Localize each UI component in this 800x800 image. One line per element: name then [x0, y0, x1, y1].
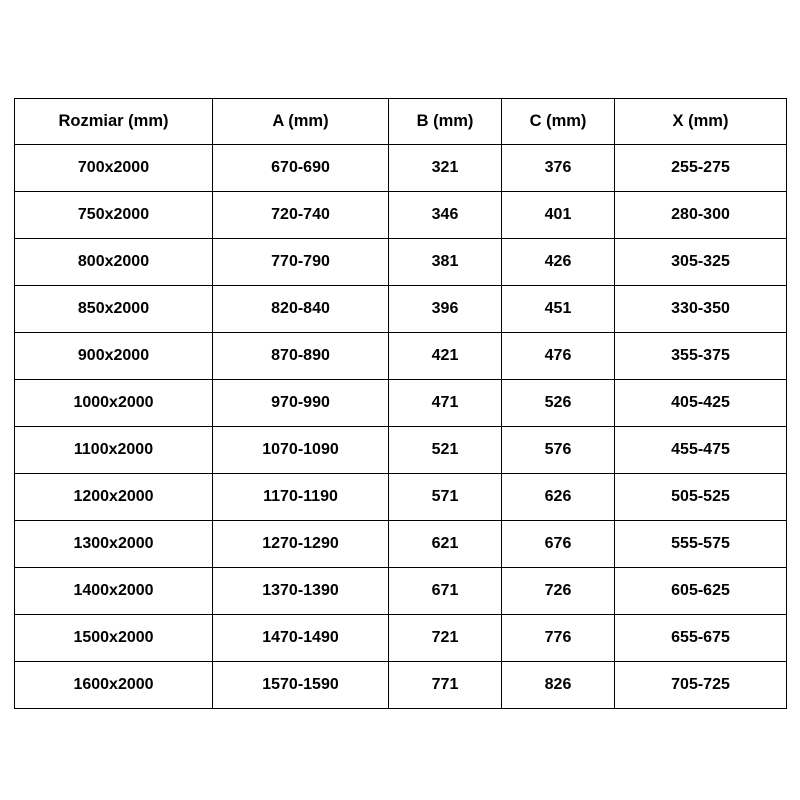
column-header-x: X (mm)	[615, 99, 787, 145]
cell-x: 655-675	[615, 615, 787, 662]
cell-c: 576	[502, 427, 615, 474]
cell-x: 330-350	[615, 286, 787, 333]
cell-size: 850x2000	[15, 286, 213, 333]
table-row	[15, 521, 787, 568]
cell-size: 1400x2000	[15, 568, 213, 615]
cell-size: 1100x2000	[15, 427, 213, 474]
cell-a: 770-790	[213, 239, 389, 286]
cell-c: 526	[502, 380, 615, 427]
cell-x: 555-575	[615, 521, 787, 568]
cell-b: 521	[389, 427, 502, 474]
cell-x: 280-300	[615, 192, 787, 239]
cell-b: 571	[389, 474, 502, 521]
cell-a: 670-690	[213, 145, 389, 192]
table-row	[15, 145, 787, 192]
table-header	[15, 99, 787, 145]
table-row	[15, 662, 787, 709]
cell-c: 776	[502, 615, 615, 662]
cell-size: 750x2000	[15, 192, 213, 239]
cell-c: 826	[502, 662, 615, 709]
cell-c: 451	[502, 286, 615, 333]
cell-a: 720-740	[213, 192, 389, 239]
cell-size: 1200x2000	[15, 474, 213, 521]
column-header-a: A (mm)	[213, 99, 389, 145]
cell-x: 455-475	[615, 427, 787, 474]
cell-a: 870-890	[213, 333, 389, 380]
cell-b: 396	[389, 286, 502, 333]
table-header-row	[15, 99, 787, 145]
cell-size: 1500x2000	[15, 615, 213, 662]
cell-c: 676	[502, 521, 615, 568]
cell-b: 421	[389, 333, 502, 380]
cell-b: 471	[389, 380, 502, 427]
cell-b: 621	[389, 521, 502, 568]
cell-c: 726	[502, 568, 615, 615]
cell-b: 321	[389, 145, 502, 192]
cell-a: 1470-1490	[213, 615, 389, 662]
table-row	[15, 239, 787, 286]
cell-x: 405-425	[615, 380, 787, 427]
table-row	[15, 380, 787, 427]
cell-size: 1300x2000	[15, 521, 213, 568]
cell-x: 355-375	[615, 333, 787, 380]
cell-c: 401	[502, 192, 615, 239]
cell-size: 900x2000	[15, 333, 213, 380]
cell-a: 1170-1190	[213, 474, 389, 521]
cell-x: 305-325	[615, 239, 787, 286]
column-header-rozmiar: Rozmiar (mm)	[15, 99, 213, 145]
cell-b: 721	[389, 615, 502, 662]
table-row	[15, 286, 787, 333]
cell-c: 376	[502, 145, 615, 192]
cell-size: 1600x2000	[15, 662, 213, 709]
cell-x: 705-725	[615, 662, 787, 709]
table-row	[15, 474, 787, 521]
cell-size: 800x2000	[15, 239, 213, 286]
size-table	[14, 98, 787, 709]
cell-a: 820-840	[213, 286, 389, 333]
cell-x: 605-625	[615, 568, 787, 615]
cell-b: 346	[389, 192, 502, 239]
cell-size: 700x2000	[15, 145, 213, 192]
cell-a: 1270-1290	[213, 521, 389, 568]
cell-a: 1570-1590	[213, 662, 389, 709]
cell-b: 671	[389, 568, 502, 615]
cell-c: 426	[502, 239, 615, 286]
table-row	[15, 568, 787, 615]
table-row	[15, 427, 787, 474]
table-row	[15, 615, 787, 662]
table-row	[15, 192, 787, 239]
cell-c: 626	[502, 474, 615, 521]
table-body	[15, 145, 787, 709]
cell-a: 970-990	[213, 380, 389, 427]
column-header-b: B (mm)	[389, 99, 502, 145]
cell-b: 771	[389, 662, 502, 709]
cell-size: 1000x2000	[15, 380, 213, 427]
cell-x: 255-275	[615, 145, 787, 192]
size-table-container	[14, 98, 786, 709]
cell-b: 381	[389, 239, 502, 286]
cell-a: 1070-1090	[213, 427, 389, 474]
cell-a: 1370-1390	[213, 568, 389, 615]
cell-x: 505-525	[615, 474, 787, 521]
column-header-c: C (mm)	[502, 99, 615, 145]
cell-c: 476	[502, 333, 615, 380]
table-row	[15, 333, 787, 380]
